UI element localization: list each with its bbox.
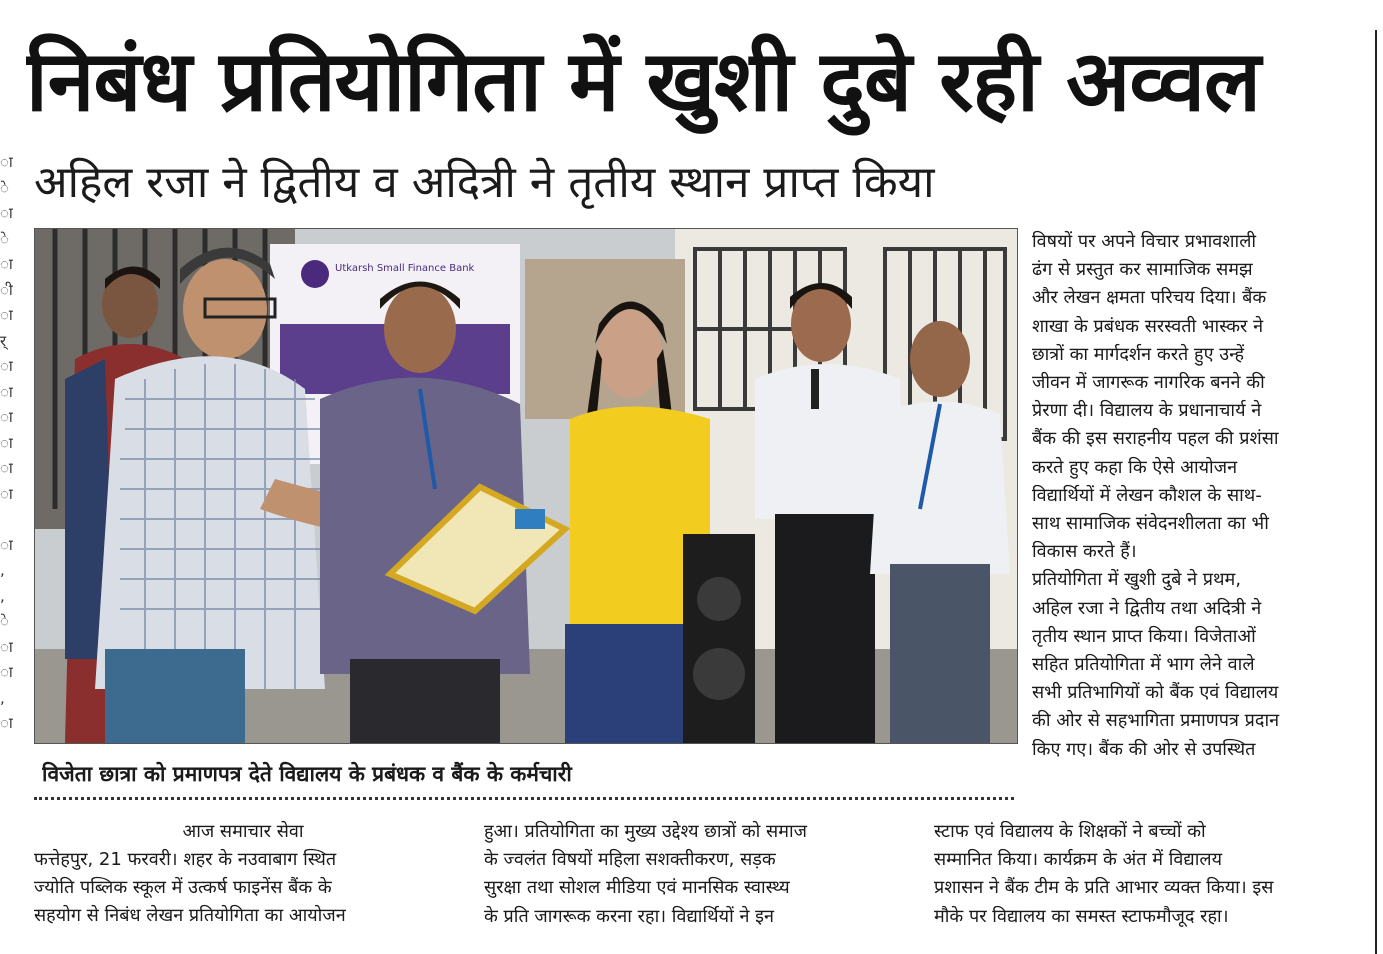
text-line: साथ सामाजिक संवेदनशीलता का भी <box>1032 513 1269 535</box>
text-line: अहिल रजा ने द्वितीय तथा अदित्री ने <box>1032 597 1262 619</box>
text-line: ज्योति पब्लिक स्कूल में उत्कर्ष फाइनेंस बैंक के <box>34 877 332 899</box>
text-line: हुआ। प्रतियोगिता का मुख्य उद्देश्य छात्रों को समाज <box>484 821 808 842</box>
subheadline: अहिल रजा ने द्वितीय व अदित्री ने तृतीय स्थान प्राप्त किया <box>34 157 935 208</box>
text-line: शाखा के प्रबंधक सरस्वती भास्कर ने <box>1032 315 1264 337</box>
text-line: प्रेरणा दी। विद्यालय के प्रधानाचार्य ने <box>1032 400 1262 422</box>
text-line: सहित प्रतियोगिता में भाग लेने वाले <box>1032 654 1255 676</box>
text-line: ढंग से प्रस्तुत कर सामाजिक समझ <box>1032 259 1253 281</box>
text-line: सहयोग से निबंध लेखन प्रतियोगिता का आयोजन <box>34 905 346 927</box>
text-line: किए गए। बैंक की ओर से उपस्थित <box>1032 738 1256 760</box>
text-line: फत्तेहपुर, 21 फरवरी। शहर के नउवाबाग स्थित <box>34 849 337 870</box>
text-line: प्रतियोगिता में खुशी दुबे ने प्रथम, <box>1032 569 1242 591</box>
text-line: छात्रों का मार्गदर्शन करते हुए उन्हें <box>1032 343 1245 365</box>
text-line: सम्मानित किया। कार्यक्रम के अंत में विद्यालय <box>934 849 1223 871</box>
text-line: सुरक्षा तथा सोशल मीडिया एवं मानसिक स्वास्थ्य <box>484 877 790 899</box>
text-line: बैंक की इस सराहनीय पहल की प्रशंसा <box>1032 428 1279 450</box>
text-line: विद्यार्थियों में लेखन कौशल के साथ- <box>1032 484 1262 506</box>
news-photo <box>34 228 1018 744</box>
byline: आज समाचार सेवा <box>182 821 304 842</box>
text-line: के प्रति जागरूक करना रहा। विद्यार्थियों ने इन <box>484 905 774 927</box>
text-line: स्टाफ एवं विद्यालय के शिक्षकों ने बच्चों को <box>934 821 1206 842</box>
text-line: करते हुए कहा कि ऐसे आयोजन <box>1032 456 1238 478</box>
article-column-2 <box>484 818 902 931</box>
article-column-3 <box>934 818 1352 931</box>
banner-text: Utkarsh Small Finance Bank <box>335 263 475 274</box>
text-line: विकास करते हैं। <box>1032 541 1137 563</box>
text-line: तृतीय स्थान प्राप्त किया। विजेताओं <box>1032 625 1256 647</box>
headline: निबंध प्रतियोगिता में खुशी दुबे रही अव्वल <box>26 32 1260 130</box>
page-fold-edge <box>1375 30 1383 954</box>
photo-caption: विजेता छात्रा को प्रमाणपत्र देते विद्यालय के प्रबंधक व बैंक के कर्मचारी <box>42 762 572 786</box>
text-line: प्रशासन ने बैंक टीम के प्रति आभार व्यक्त किया। इस <box>934 877 1274 899</box>
adjacent-column-fragments: ा े ा े ा ी ा र् ा ा ा ा ा ा ा , , े ा ा , ा <box>0 153 13 732</box>
dotted-divider <box>34 797 1014 800</box>
text-line: और लेखन क्षमता परिचय दिया। बैंक <box>1032 287 1267 309</box>
article-column-1 <box>34 818 452 931</box>
text-line: जीवन में जागरूक नागरिक बनने की <box>1032 372 1265 394</box>
text-line: सभी प्रतिभागियों को बैंक एवं विद्यालय <box>1032 682 1279 704</box>
text-line: के ज्वलंत विषयों महिला सशक्तीकरण, सड़क <box>484 849 776 871</box>
article-right-column <box>1032 228 1352 764</box>
text-line: विषयों पर अपने विचार प्रभावशाली <box>1032 231 1257 252</box>
photo-illustration <box>35 229 1017 743</box>
text-line: मौके पर विद्यालय का समस्त स्टाफमौजूद रहा। <box>934 905 1229 927</box>
text-line: की ओर से सहभागिता प्रमाणपत्र प्रदान <box>1032 710 1280 732</box>
